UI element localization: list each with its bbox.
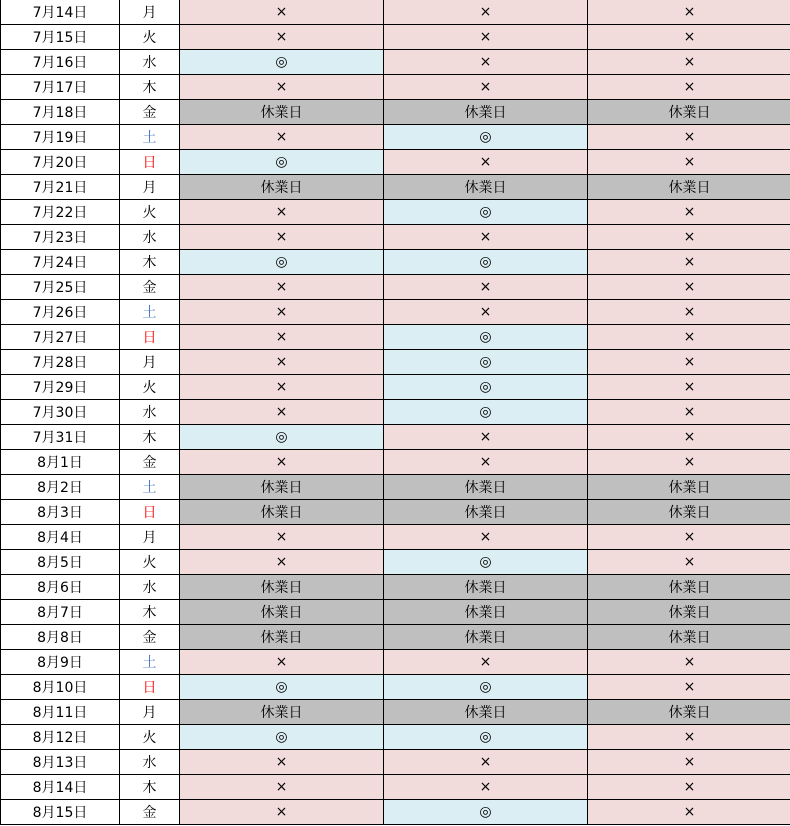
slot-cell-2: 休業日 [384,625,588,650]
slot-cell-2: ◎ [384,550,588,575]
weekday-cell: 木 [120,600,180,625]
table-row [1,625,790,650]
slot-cell-3: × [588,725,790,750]
slot-cell-2: ◎ [384,800,588,825]
slot-cell-1: × [180,375,384,400]
date-cell: 7月25日 [1,275,120,300]
slot-cell-2: 休業日 [384,100,588,125]
slot-cell-2: ◎ [384,200,588,225]
slot-cell-1: ◎ [180,675,384,700]
slot-cell-3: × [588,675,790,700]
date-cell: 7月29日 [1,375,120,400]
date-cell: 7月28日 [1,350,120,375]
weekday-cell: 日 [120,675,180,700]
slot-cell-3: 休業日 [588,600,790,625]
table-row [1,775,790,800]
weekday-cell: 火 [120,200,180,225]
slot-cell-3: × [588,25,790,50]
slot-cell-3: × [588,300,790,325]
date-cell: 7月31日 [1,425,120,450]
slot-cell-1: ◎ [180,150,384,175]
slot-cell-3: × [588,325,790,350]
table-row [1,325,790,350]
slot-cell-1: × [180,325,384,350]
slot-cell-2: × [384,75,588,100]
slot-cell-1: × [180,125,384,150]
weekday-cell: 火 [120,25,180,50]
weekday-cell: 土 [120,125,180,150]
slot-cell-1: 休業日 [180,175,384,200]
date-cell: 8月5日 [1,550,120,575]
slot-cell-3: × [588,450,790,475]
slot-cell-1: ◎ [180,425,384,450]
slot-cell-2: × [384,50,588,75]
slot-cell-3: × [588,425,790,450]
slot-cell-1: 休業日 [180,500,384,525]
slot-cell-1: 休業日 [180,575,384,600]
slot-cell-1: × [180,525,384,550]
table-row [1,125,790,150]
slot-cell-2: × [384,0,588,25]
date-cell: 7月22日 [1,200,120,225]
table-row [1,650,790,675]
slot-cell-1: × [180,800,384,825]
date-cell: 7月17日 [1,75,120,100]
date-cell: 7月20日 [1,150,120,175]
slot-cell-2: 休業日 [384,475,588,500]
slot-cell-1: 休業日 [180,625,384,650]
date-cell: 8月13日 [1,750,120,775]
slot-cell-1: × [180,225,384,250]
slot-cell-1: × [180,300,384,325]
slot-cell-1: × [180,400,384,425]
table-row [1,275,790,300]
date-cell: 7月19日 [1,125,120,150]
slot-cell-3: 休業日 [588,700,790,725]
weekday-cell: 日 [120,325,180,350]
weekday-cell: 金 [120,625,180,650]
slot-cell-3: × [588,125,790,150]
table-row [1,525,790,550]
date-cell: 7月18日 [1,100,120,125]
slot-cell-1: ◎ [180,250,384,275]
table-row [1,700,790,725]
weekday-cell: 火 [120,725,180,750]
table-row [1,300,790,325]
date-cell: 7月26日 [1,300,120,325]
slot-cell-1: 休業日 [180,700,384,725]
slot-cell-2: × [384,300,588,325]
weekday-cell: 金 [120,275,180,300]
table-row [1,25,790,50]
slot-cell-3: × [588,350,790,375]
slot-cell-2: 休業日 [384,600,588,625]
date-cell: 7月24日 [1,250,120,275]
table-row [1,75,790,100]
slot-cell-3: × [588,650,790,675]
table-row [1,400,790,425]
table-row [1,175,790,200]
table-row [1,50,790,75]
date-cell: 8月10日 [1,675,120,700]
table-row [1,600,790,625]
slot-cell-1: × [180,0,384,25]
slot-cell-2: ◎ [384,400,588,425]
table-row [1,450,790,475]
slot-cell-2: × [384,150,588,175]
table-row [1,150,790,175]
table-row [1,550,790,575]
slot-cell-3: 休業日 [588,625,790,650]
table-row [1,0,790,25]
date-cell: 8月12日 [1,725,120,750]
slot-cell-3: × [588,225,790,250]
slot-cell-1: × [180,750,384,775]
weekday-cell: 木 [120,775,180,800]
slot-cell-2: 休業日 [384,575,588,600]
date-cell: 7月30日 [1,400,120,425]
slot-cell-1: × [180,200,384,225]
weekday-cell: 水 [120,400,180,425]
weekday-cell: 金 [120,800,180,825]
date-cell: 7月15日 [1,25,120,50]
weekday-cell: 金 [120,450,180,475]
table-row [1,350,790,375]
date-cell: 8月2日 [1,475,120,500]
slot-cell-3: × [588,50,790,75]
weekday-cell: 木 [120,75,180,100]
slot-cell-2: 休業日 [384,500,588,525]
slot-cell-2: ◎ [384,350,588,375]
date-cell: 8月14日 [1,775,120,800]
slot-cell-3: × [588,150,790,175]
weekday-cell: 月 [120,525,180,550]
date-cell: 8月8日 [1,625,120,650]
slot-cell-1: × [180,450,384,475]
date-cell: 7月21日 [1,175,120,200]
table-row [1,200,790,225]
table-row [1,800,790,825]
table-row [1,750,790,775]
slot-cell-3: × [588,200,790,225]
slot-cell-3: × [588,800,790,825]
weekday-cell: 水 [120,225,180,250]
availability-table-body [1,0,790,825]
weekday-cell: 火 [120,375,180,400]
slot-cell-1: × [180,550,384,575]
slot-cell-2: ◎ [384,725,588,750]
slot-cell-3: 休業日 [588,575,790,600]
slot-cell-3: × [588,400,790,425]
weekday-cell: 水 [120,575,180,600]
slot-cell-2: × [384,275,588,300]
slot-cell-1: 休業日 [180,100,384,125]
slot-cell-2: × [384,525,588,550]
slot-cell-2: × [384,450,588,475]
date-cell: 8月1日 [1,450,120,475]
slot-cell-2: 休業日 [384,175,588,200]
slot-cell-1: × [180,25,384,50]
date-cell: 7月14日 [1,0,120,25]
slot-cell-1: 休業日 [180,475,384,500]
date-cell: 7月16日 [1,50,120,75]
slot-cell-2: ◎ [384,125,588,150]
slot-cell-3: 休業日 [588,475,790,500]
weekday-cell: 月 [120,350,180,375]
table-row [1,475,790,500]
slot-cell-3: 休業日 [588,175,790,200]
slot-cell-2: × [384,225,588,250]
slot-cell-1: × [180,775,384,800]
table-row [1,500,790,525]
table-row [1,100,790,125]
weekday-cell: 日 [120,500,180,525]
slot-cell-3: × [588,775,790,800]
slot-cell-1: ◎ [180,725,384,750]
slot-cell-3: × [588,375,790,400]
date-cell: 7月23日 [1,225,120,250]
date-cell: 8月6日 [1,575,120,600]
date-cell: 8月11日 [1,700,120,725]
slot-cell-3: × [588,275,790,300]
slot-cell-1: ◎ [180,50,384,75]
slot-cell-1: × [180,75,384,100]
slot-cell-1: × [180,350,384,375]
weekday-cell: 月 [120,0,180,25]
date-cell: 8月3日 [1,500,120,525]
date-cell: 8月15日 [1,800,120,825]
weekday-cell: 月 [120,175,180,200]
slot-cell-1: × [180,275,384,300]
slot-cell-2: × [384,775,588,800]
slot-cell-1: × [180,650,384,675]
slot-cell-2: × [384,650,588,675]
slot-cell-3: 休業日 [588,100,790,125]
weekday-cell: 土 [120,650,180,675]
slot-cell-2: × [384,425,588,450]
weekday-cell: 木 [120,425,180,450]
date-cell: 7月27日 [1,325,120,350]
weekday-cell: 月 [120,700,180,725]
slot-cell-2: ◎ [384,325,588,350]
slot-cell-2: 休業日 [384,700,588,725]
slot-cell-2: ◎ [384,250,588,275]
slot-cell-3: × [588,750,790,775]
weekday-cell: 火 [120,550,180,575]
slot-cell-2: × [384,25,588,50]
slot-cell-1: 休業日 [180,600,384,625]
table-row [1,675,790,700]
table-row [1,575,790,600]
weekday-cell: 日 [120,150,180,175]
weekday-cell: 土 [120,475,180,500]
date-cell: 8月7日 [1,600,120,625]
table-row [1,725,790,750]
weekday-cell: 金 [120,100,180,125]
weekday-cell: 水 [120,50,180,75]
slot-cell-3: × [588,250,790,275]
slot-cell-3: × [588,550,790,575]
weekday-cell: 水 [120,750,180,775]
date-cell: 8月4日 [1,525,120,550]
slot-cell-3: × [588,75,790,100]
date-cell: 8月9日 [1,650,120,675]
weekday-cell: 土 [120,300,180,325]
slot-cell-2: × [384,750,588,775]
slot-cell-2: ◎ [384,375,588,400]
table-row [1,250,790,275]
weekday-cell: 木 [120,250,180,275]
table-row [1,425,790,450]
slot-cell-3: × [588,525,790,550]
table-row [1,375,790,400]
table-row [1,225,790,250]
slot-cell-3: 休業日 [588,500,790,525]
slot-cell-2: ◎ [384,675,588,700]
slot-cell-3: × [588,0,790,25]
